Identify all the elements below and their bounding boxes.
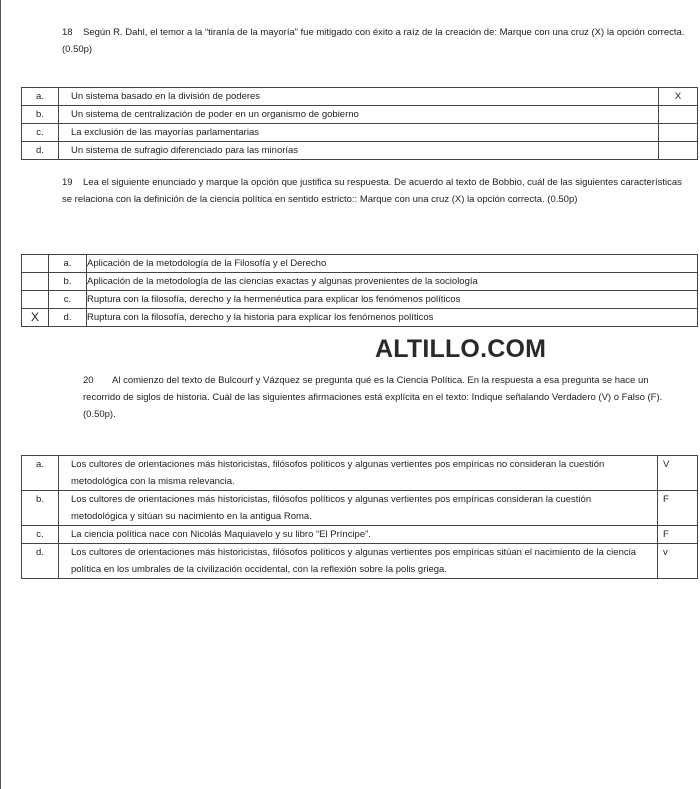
question-20	[83, 372, 678, 423]
option-letter: d.	[49, 309, 87, 327]
page-left-border	[0, 0, 1, 789]
option-text: Los cultores de orientaciones más historicistas, filósofos políticos y algunas vertientes pos empíricas no consideran la cuestión metodológica con la misma relevancia.	[59, 456, 658, 491]
table-row	[22, 255, 698, 273]
question-19	[62, 174, 687, 208]
answer-mark[interactable]	[22, 291, 49, 309]
answer-mark[interactable]: X	[659, 88, 698, 106]
question-18	[62, 24, 687, 58]
answer-mark[interactable]: v	[658, 544, 698, 579]
option-letter: a.	[22, 456, 59, 491]
option-letter: d.	[22, 544, 59, 579]
table-row	[22, 309, 698, 327]
question-number: 19	[62, 177, 73, 188]
table-row	[22, 142, 698, 160]
option-text: Aplicación de la metodología de las ciencias exactas y algunas provenientes de la sociología	[87, 273, 698, 291]
question-text: Al comienzo del texto de Bulcourf y Vázquez se pregunta qué es la Ciencia Política. En la respuesta a esa pregunta se hace un recorrido de siglos de historia. Cuál de las siguientes afirmaciones está explícita en el texto: Indique señalando Verdadero (V) o Falso (F). (0.50p).	[83, 375, 663, 420]
table-row	[22, 273, 698, 291]
option-letter: a.	[49, 255, 87, 273]
options-table-18	[21, 87, 698, 160]
table-row	[22, 88, 698, 106]
answer-mark[interactable]: F	[658, 491, 698, 526]
option-letter: c.	[49, 291, 87, 309]
option-text: La exclusión de las mayorías parlamentarias	[59, 124, 659, 142]
table-row	[22, 526, 698, 544]
question-number: 20	[83, 375, 94, 386]
option-letter: c.	[22, 124, 59, 142]
answer-mark[interactable]: V	[658, 456, 698, 491]
answer-mark[interactable]	[659, 106, 698, 124]
option-text: Ruptura con la filosofía, derecho y la historia para explicar los fenómenos políticos	[87, 309, 698, 327]
option-text: Ruptura con la filosofía, derecho y la hermenéutica para explicar los fenómenos políticos	[87, 291, 698, 309]
option-text: Un sistema basado en la división de poderes	[59, 88, 659, 106]
answer-mark[interactable]	[22, 255, 49, 273]
answer-mark[interactable]	[659, 124, 698, 142]
answer-mark[interactable]: F	[658, 526, 698, 544]
option-text: Un sistema de sufragio diferenciado para las minorías	[59, 142, 659, 160]
question-text: Según R. Dahl, el temor a la “tiranía de la mayoría” fue mitigado con éxito a raíz de la creación de: Marque con una cruz (X) la opción correcta. (0.50p)	[62, 27, 685, 55]
option-text: Los cultores de orientaciones más historicistas, filósofos políticos y algunas vertientes pos empíricas sitúan el nacimiento de la ciencia política en los umbrales de la civilización occidental, con la reflexión sobre la polis griega.	[59, 544, 658, 579]
table-row	[22, 456, 698, 491]
option-text: Un sistema de centralización de poder en un organismo de gobierno	[59, 106, 659, 124]
option-letter: b.	[22, 491, 59, 526]
table-row	[22, 544, 698, 579]
table-row	[22, 491, 698, 526]
option-letter: b.	[22, 106, 59, 124]
watermark-logo: ALTILLO.COM	[375, 335, 547, 363]
question-text: Lea el siguiente enunciado y marque la opción que justifica su respuesta. De acuerdo al texto de Bobbio, cuál de las siguientes características se relaciona con la definición de la ciencia política en sentido estricto:: Marque con una cruz (X) la opción correcta. (0.50p)	[62, 177, 682, 205]
options-table-19	[21, 254, 698, 327]
option-letter: c.	[22, 526, 59, 544]
option-letter: b.	[49, 273, 87, 291]
answer-mark[interactable]	[22, 273, 49, 291]
option-letter: d.	[22, 142, 59, 160]
answer-mark[interactable]: X	[22, 309, 49, 327]
option-letter: a.	[22, 88, 59, 106]
question-number: 18	[62, 27, 73, 38]
option-text: Aplicación de la metodología de la Filosofía y el Derecho	[87, 255, 698, 273]
answer-mark[interactable]	[659, 142, 698, 160]
table-row	[22, 106, 698, 124]
option-text: Los cultores de orientaciones más historicistas, filósofos políticos y algunas vertientes pos empíricas consideran la cuestión metodológica y sitúan su nacimiento en la antigua Roma.	[59, 491, 658, 526]
options-table-20	[21, 455, 698, 579]
option-text: La ciencia política nace con Nicolás Maquiavelo y su libro “El Príncipe”.	[59, 526, 658, 544]
table-row	[22, 291, 698, 309]
table-row	[22, 124, 698, 142]
